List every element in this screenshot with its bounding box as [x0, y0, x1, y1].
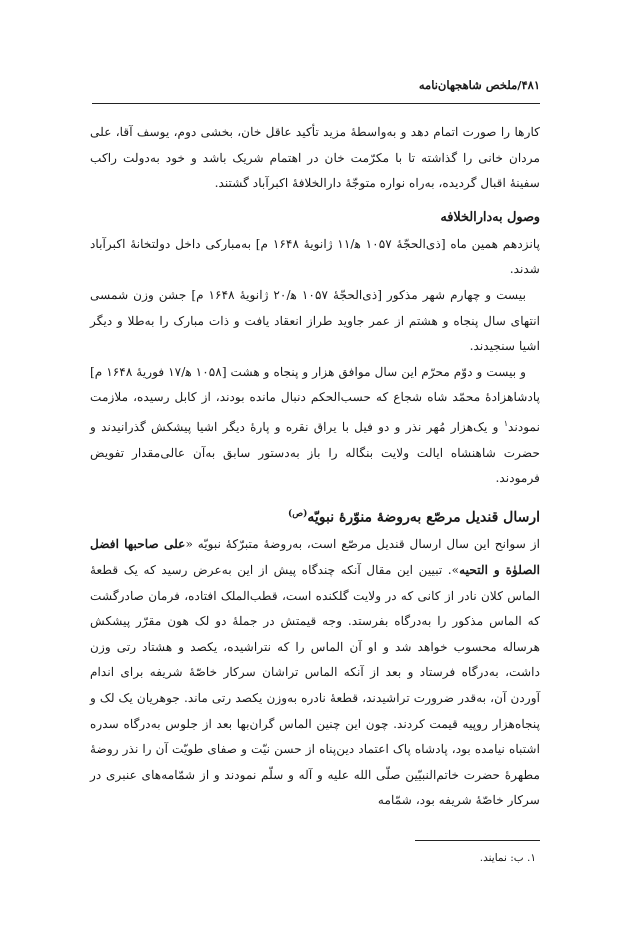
footnote: ۱. ب: نمایند. — [479, 852, 536, 864]
header-divider — [92, 103, 540, 104]
paragraph-4 — [90, 360, 540, 492]
section-heading-lamp-text: ارسال قندیل مرصّع به‌روضهٔ منوّرهٔ نبویّه — [307, 509, 540, 526]
paragraph-5-text-a: از سوانح این سال ارسال قندیل مرصّع است، به‌روضهٔ متبرّکهٔ نبویّه « — [185, 537, 540, 552]
paragraph-3: بیست و چهارم شهر مذکور [ذی‌الحجّهٔ ۱۰۵۷ ه‍/۲۰ ژانویهٔ ۱۶۴۸ م] جشن وزن شمسی انتهای سال پنجاه و هشتم از عمر جاوید طراز انعقاد یافت و ذات مبارک را به‌طلا و دیگر اشیا سنجیدند. — [90, 287, 540, 354]
paragraph-5-bold: علی صاحبها افضل الصلوٰة و التحیه — [90, 537, 540, 578]
page-content — [90, 120, 540, 814]
section-heading-arrival: وصول به‌دارالخلافه — [440, 209, 540, 225]
footnote-marker: ۱ — [503, 418, 509, 428]
section-heading-lamp — [90, 501, 540, 531]
section-heading-lamp-sup: (ص) — [287, 508, 308, 519]
paragraph-2: پانزدهم همین ماه [ذی‌الحجّهٔ ۱۰۵۷ ه‍/۱۱ ژانویهٔ ۱۶۴۸ م] به‌مبارکی داخل دولتخانهٔ اکبرآباد شدند. — [90, 236, 540, 277]
running-header: ۴۸۱/ملخص شاهجهان‌نامه — [418, 78, 540, 92]
footnote-divider — [415, 840, 540, 841]
paragraph-4-text-b: و یک‌هزار مُهر نذر و دو فیل با یراق نقره و پارهٔ دیگر اشیا پیشکش گذرانیدند و حضرت شاهنشاه ایالت ولایت بنگاله را باز به‌دستور سابق به‌آن عالی‌مقدار تفویض فرمودند. — [90, 420, 540, 486]
paragraph-5 — [90, 532, 540, 814]
paragraph-5-text-b: ». تبیین این مقال آنکه چندگاه پیش از این به‌عرض رسید که یک قطعهٔ الماس کلان نادر از کانی که در ولایت گلکنده است، قطب‌الملک افتاده، فرمان صادرگشت که الماس مذکور را به‌درگاه بفرستد. وجه قیمتش در جملهٔ دو لک هون مقرّر پیشکش هرساله محسوب خواهد شد و او آن الماس را که نتراشیده، یکصد و هشتاد رتی وزن داشت، به‌درگاه فرستاد و بعد از آنکه الماس تراشان سرکار خاصّهٔ شریفه برای اندام آوردن آن، به‌قدر ضرورت تراشیدند، قطعهٔ نادره به‌وزن یکصد رتی ماند. جوهریان یک لک و پنجاه‌هزار روپیه قیمت کردند. چون این چنین الماس گران‌بها بعد از جلوس به‌درگاه سدره اشتباه نیامده بود، پادشاه پاک اعتماد دین‌پناه از حسن نیّت و صفای طویّت آن را نذر روضهٔ مطهرهٔ حضرت خاتم‌النبیّین صلّی الله علیه و آله و سلّم نمودند و از شمّامه‌های عنبری در سرکار خاصّهٔ شریفه بود، شمّامه — [90, 563, 540, 808]
paragraph-4-text-a: و بیست و دوّم محرّم این سال موافق هزار و پنجاه و هشت [۱۰۵۸ ه‍/۱۷ فوریهٔ ۱۶۴۸ م] پادشاهزادهٔ محمّد شاه شجاع که حسب‌الحکم دنبال مانده بودند، از کابل رسیده، ملازمت نمودند — [90, 364, 540, 434]
paragraph-1: کارها را صورت اتمام دهد و به‌واسطهٔ مزید تأکید عاقل خان، بخشی دوم، یوسف آقا، علی مردان خانی را گذاشته تا با مکرّمت خان در اهتمام شریک باشد و خود به‌دولت راکب سفینهٔ اقبال گردیده، به‌راه نواره متوجّهٔ دارالخلافهٔ اکبرآباد گشتند. — [90, 125, 540, 191]
